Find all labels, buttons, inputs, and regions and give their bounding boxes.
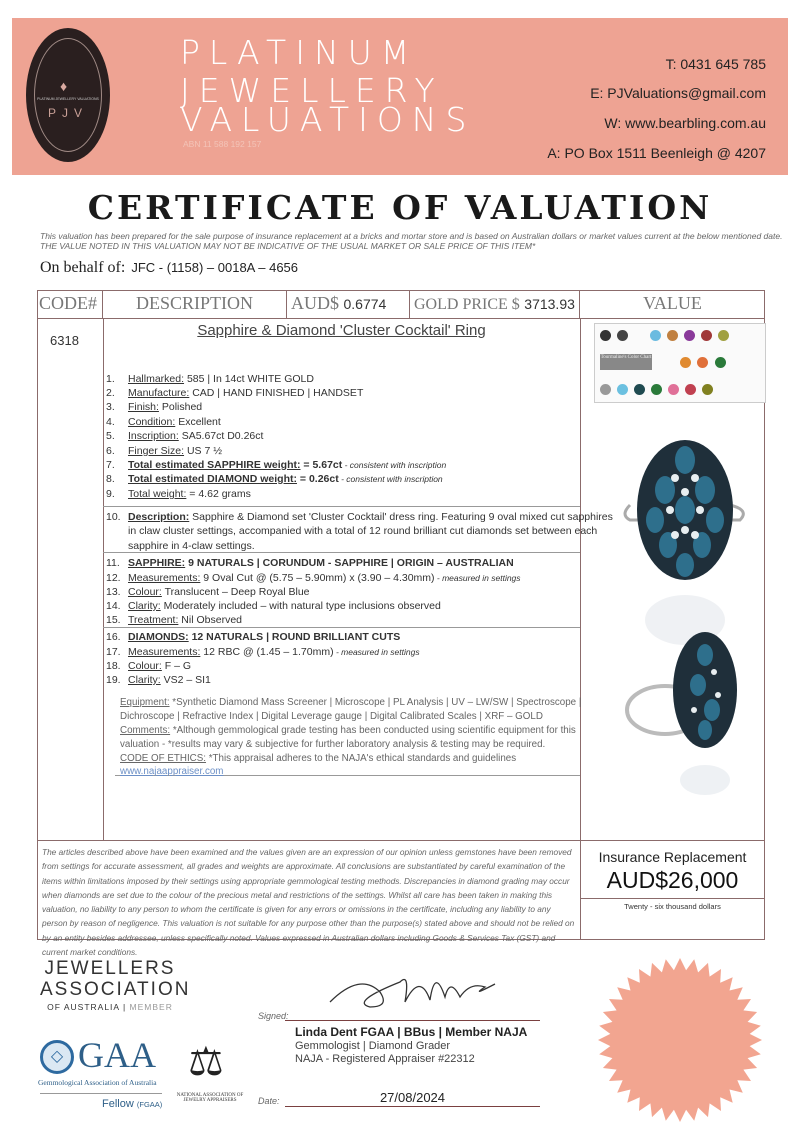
description-header: DESCRIPTION <box>103 290 287 318</box>
list-item <box>106 585 310 599</box>
item-key: DIAMONDS: <box>128 631 189 643</box>
item-number: 13. <box>106 586 121 598</box>
item-number: 2. <box>106 387 115 399</box>
ring-photos <box>610 410 770 810</box>
legal-disclaimer: The articles described above have been examined and the values given are an expression of our opinion unless gemstones have been removed from settings for accurate assessment, all grades and weights are approximate. All conclusions are substantiated by careful examination of the items within limitations imposed by their settings using appropriate gemmological testing methods. Discrepancies in diamond grading may occur when diamonds are set due to the colour of the precious metal and restrictions of the settings. Whilst all care has been taken in making this valuation, no liability to any person to whom the certificate is given for any errors or omissions in the certificate, including any liability to any person by reason of negligence. This valuation is not suitable for any purpose other than the purpose(s) stated above and should not be relied on by an entity besides addressee, unless specifically noted. Values expressed in Australian dollars including Goods & Services Tax (GST) and current market conditions. <box>42 847 575 958</box>
item-key: Condition: <box>128 416 176 428</box>
item-value: Translucent – Deep Royal Blue <box>161 586 310 598</box>
address: A: PO Box 1511 Beenleigh @ 4207 <box>547 145 766 161</box>
item-value: Nil Observed <box>178 614 242 626</box>
item-value-cont: in claw cluster settings, accompanied with a total of 12 round brilliant cut diamonds set between each <box>128 525 598 538</box>
list-item <box>106 510 613 553</box>
section-divider <box>103 506 580 507</box>
jaa-line-1: JEWELLERS <box>44 958 176 979</box>
gem-swatch <box>667 330 678 341</box>
section-divider <box>103 552 580 553</box>
list-item <box>106 613 242 627</box>
gem-swatch <box>715 357 726 368</box>
ring-side-view <box>627 632 737 795</box>
item-key: Total estimated DIAMOND weight: <box>128 473 297 485</box>
phone: T: 0431 645 785 <box>665 56 766 72</box>
item-value: = 5.67ct <box>300 459 343 471</box>
logo-initials: PJV <box>47 106 88 120</box>
list-item <box>106 645 420 659</box>
brand-line-3: VALUATIONS <box>180 100 476 139</box>
gem-swatch <box>684 330 695 341</box>
gem-swatch <box>600 330 611 341</box>
signer-name: Linda Dent FGAA | BBus | Member NAJA <box>295 1025 528 1039</box>
item-key: Measurements: <box>128 572 201 584</box>
gold-label: GOLD PRICE $ <box>414 296 520 313</box>
item-key: Clarity: <box>128 674 161 686</box>
behalf-label: On behalf of: <box>40 259 126 276</box>
item-value: CAD | HAND FINISHED | HANDSET <box>189 387 364 399</box>
list-item <box>106 556 514 570</box>
signer-role: Gemmologist | Diamond Grader <box>295 1040 451 1052</box>
item-note: - measured in settings <box>434 573 521 583</box>
list-item <box>106 415 221 429</box>
scales-icon: ⚖ <box>188 1040 224 1084</box>
item-number: 14. <box>106 600 121 612</box>
item-value: = 0.26ct <box>296 473 339 485</box>
item-value: 585 | In 14ct WHITE GOLD <box>184 373 314 385</box>
item-key: Treatment: <box>128 614 179 626</box>
gem-swatch <box>685 384 696 395</box>
aud-rate: 0.6774 <box>343 296 387 312</box>
email: E: PJValuations@gmail.com <box>590 85 766 101</box>
col-divider <box>103 318 104 840</box>
item-value: Excellent <box>175 416 221 428</box>
list-item <box>106 472 443 486</box>
divider <box>37 318 765 319</box>
item-value: 9 NATURALS | CORUNDUM - SAPPHIRE | ORIGIN – AUSTRALIAN <box>185 557 514 569</box>
item-number: 9. <box>106 488 115 500</box>
diamond-icon: ♦ <box>60 78 68 94</box>
chart-caption: Tourmaline's Color Chart <box>600 354 652 370</box>
purpose-note-caps: THE VALUE NOTED IN THIS VALUATION MAY NOT BE INDICATIVE OF THE USUAL MARKET OR SALE PRICE OF THIS ITEM* <box>40 241 536 251</box>
list-item <box>106 599 441 613</box>
fellow-label: Fellow (FGAA) <box>102 1098 163 1110</box>
item-key: Clarity: <box>128 600 161 612</box>
gem-swatch <box>617 330 628 341</box>
item-value: = 4.62 grams <box>186 488 251 500</box>
item-key: Total estimated SAPPHIRE weight: <box>128 459 301 471</box>
value-header: VALUE <box>643 293 702 313</box>
list-item <box>106 458 446 472</box>
gem-swatch <box>634 384 645 395</box>
code-header: CODE# <box>37 290 103 318</box>
item-key: Inscription: <box>128 430 179 442</box>
list-item <box>106 386 363 400</box>
gold-price-header <box>410 290 580 318</box>
gaa-full-name: Gemmological Association of Australia <box>38 1078 157 1087</box>
item-number: 5. <box>106 430 115 442</box>
item-key: Measurements: <box>128 646 201 658</box>
item-number: 3. <box>106 401 115 413</box>
item-number: 18. <box>106 660 121 672</box>
list-item <box>106 400 202 414</box>
valuation-date: 27/08/2024 <box>379 1090 446 1105</box>
aud-rate-header <box>287 290 410 318</box>
item-number: 11. <box>106 557 120 569</box>
item-code: 6318 <box>50 333 79 348</box>
gem-swatch <box>651 384 662 395</box>
item-value: 12 RBC @ (1.45 – 1.70mm) <box>200 646 334 658</box>
gem-swatch <box>650 330 661 341</box>
item-number: 8. <box>106 473 115 485</box>
jaa-line-3: OF AUSTRALIA <box>47 1002 120 1012</box>
jaa-line-2: ASSOCIATION <box>40 979 191 1000</box>
item-key: SAPPHIRE: <box>128 557 186 569</box>
list-item <box>106 673 211 687</box>
list-item <box>106 487 251 501</box>
divider <box>40 1093 162 1094</box>
jaa-member: MEMBER <box>129 1002 173 1012</box>
website: W: www.bearbling.com.au <box>604 115 766 131</box>
date-line <box>285 1106 540 1107</box>
item-note: - consistent with inscription <box>338 474 443 484</box>
list-item <box>106 659 191 673</box>
list-item <box>106 429 263 443</box>
ethics-line: CODE OF ETHICS: *This appraisal adheres to the NAJA's ethical standards and guidelines <box>120 753 517 764</box>
on-behalf-of <box>40 259 298 277</box>
equipment-line: Equipment: *Synthetic Diamond Mass Screener | Microscope | PL Analysis | UV – LW/SW | Spectroscope | <box>120 697 582 708</box>
insurance-label: Insurance Replacement <box>598 849 747 865</box>
gem-swatch <box>668 384 679 395</box>
item-number: 1. <box>106 373 115 385</box>
list-item <box>106 444 222 458</box>
comments-line-2: valuation - *results may vary & subjective for further laboratory analysis & testing may be required. <box>120 739 546 750</box>
gaa-diamond-icon: ◇ <box>40 1040 74 1074</box>
insurance-value-box <box>580 840 765 940</box>
item-key: Colour: <box>128 660 162 672</box>
item-note: - consistent with inscription <box>342 460 447 470</box>
date-label: Date: <box>258 1096 280 1106</box>
purpose-note: This valuation has been prepared for the sale purpose of insurance replacement at a bricks and mortar store and is based on Australian dollars or market values current at the below mentioned date. <box>40 231 783 241</box>
item-value: SA5.67ct D0.26ct <box>178 430 264 442</box>
logo-ring <box>34 38 102 152</box>
item-value: Moderately included – with natural type inclusions observed <box>160 600 441 612</box>
gem-swatch <box>718 330 729 341</box>
naja-link[interactable]: www.najaappraiser.com <box>120 766 224 777</box>
jaa-logo: JEWELLERS ASSOCIATION OF AUSTRALIA | MEMBER <box>40 958 191 1012</box>
item-value: US 7 ½ <box>184 445 222 457</box>
list-item <box>106 630 400 644</box>
item-number: 15. <box>106 614 121 626</box>
list-item <box>106 571 521 585</box>
item-number: 16. <box>106 631 121 643</box>
item-key: Description: <box>128 511 190 523</box>
item-value: 9 Oval Cut @ (5.75 – 5.90mm) x (3.90 – 4.30mm) <box>200 572 435 584</box>
item-key: Finger Size: <box>128 445 185 457</box>
comments-line: Comments: *Although gemmological grade testing has been conducted using scientific equipment for this <box>120 725 576 736</box>
insurance-amount: AUD$26,000 <box>606 867 739 893</box>
item-note: - measured in settings <box>333 647 420 657</box>
abn: ABN 11 588 192 157 <box>183 139 262 149</box>
gem-swatch <box>701 330 712 341</box>
item-number: 10. <box>106 511 121 523</box>
signer-registration: NAJA - Registered Appraiser #22312 <box>295 1053 475 1065</box>
gaa-logo-text: GAA <box>78 1035 156 1075</box>
item-number: 6. <box>106 445 115 457</box>
equipment-line-2: Dichroscope | Refractive Index | Digital Leverage gauge | Digital Calibrated Scales | XRF – GOLD <box>120 711 543 722</box>
item-number: 17. <box>106 646 121 658</box>
behalf-value: JFC - (1158) – 0018A – 4656 <box>131 260 299 275</box>
signed-label: Signed: <box>258 1011 289 1021</box>
naja-logo-text: NATIONAL ASSOCIATION OF JEWELRY APPRAISERS <box>176 1093 244 1103</box>
section-divider <box>103 627 580 628</box>
logo-text: PLATINUM JEWELLERY VALUATIONS <box>37 97 99 101</box>
item-number: 4. <box>106 416 115 428</box>
gem-swatch <box>600 384 611 395</box>
embossed-seal <box>595 955 765 1125</box>
item-value-cont: sapphire in 4-claw settings. <box>128 539 255 552</box>
item-key: Manufacture: <box>128 387 190 399</box>
gold-price: 3713.93 <box>524 296 575 312</box>
gem-swatch <box>680 357 691 368</box>
item-value: VS2 – SI1 <box>160 674 211 686</box>
brand-line-2: JEWELLERY <box>180 71 444 110</box>
item-number: 19. <box>106 674 121 686</box>
aud-label: AUD$ <box>291 293 339 313</box>
item-value: Sapphire & Diamond set 'Cluster Cocktail' dress ring. Featuring 9 oval mixed cut sapphires <box>189 511 613 523</box>
signature <box>320 962 520 1017</box>
page-title: CERTIFICATE OF VALUATION <box>87 188 713 227</box>
list-item <box>106 372 314 386</box>
amount-in-words: Twenty - six thousand dollars <box>580 898 765 911</box>
item-number: 7. <box>106 459 115 471</box>
item-value: F – G <box>161 660 192 672</box>
item-value: Polished <box>158 401 203 413</box>
item-number: 12. <box>106 572 121 584</box>
item-key: Hallmarked: <box>128 373 185 385</box>
gem-swatch <box>617 384 628 395</box>
item-value: 12 NATURALS | ROUND BRILLIANT CUTS <box>188 631 401 643</box>
gem-swatch <box>702 384 713 395</box>
item-title: Sapphire & Diamond 'Cluster Cocktail' Ring <box>197 322 486 339</box>
ring-top-view <box>625 440 743 645</box>
gem-swatch <box>697 357 708 368</box>
brand-line-1: PLATINUM <box>180 33 419 72</box>
item-key: Finish: <box>128 401 159 413</box>
item-key: Total weight: <box>128 488 187 500</box>
signature-line <box>285 1020 540 1021</box>
item-key: Colour: <box>128 586 162 598</box>
